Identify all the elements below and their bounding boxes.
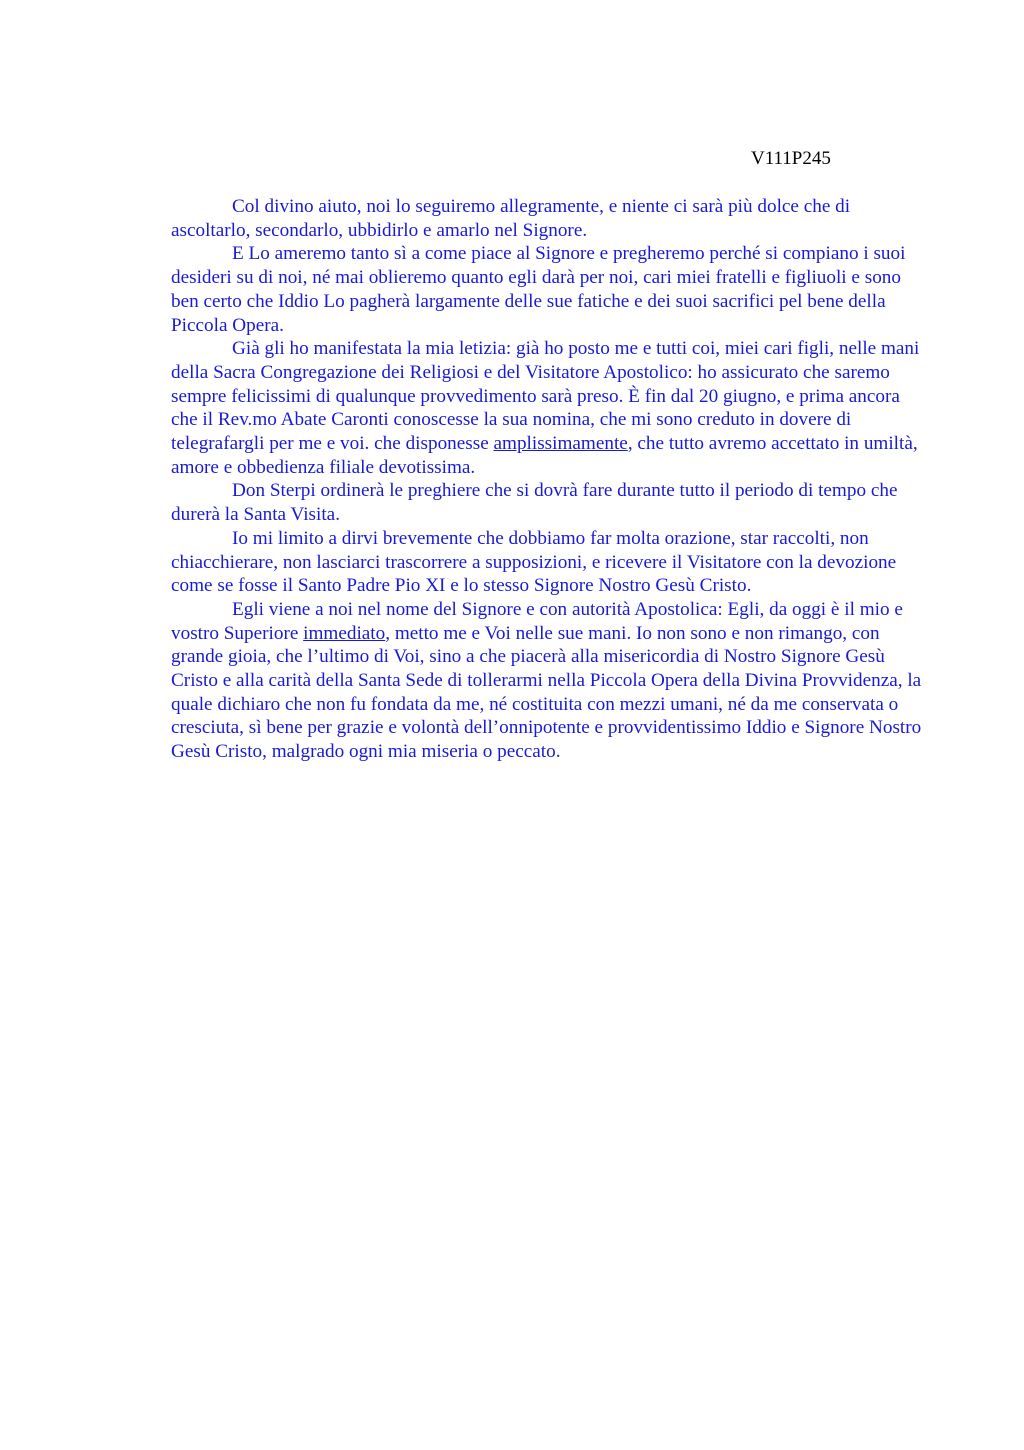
underlined-word-amplissimamente: amplissimamente bbox=[493, 433, 628, 455]
underlined-word-immediato: immediato bbox=[303, 622, 386, 644]
paragraph-4: Don Sterpi ordinerà le preghiere che si dovrà fare durante tutto il periodo di tempo che durerà la Santa Visita. bbox=[171, 480, 898, 526]
paragraph-5: Io mi limito a dirvi brevemente che dobbiamo far molta orazione, star raccolti, non chiacchierare, non lasciarci trascorrere a supposizioni, e ricevere il Visitatore con la devozione come se fosse il Santo Padre Pio XI e lo stesso Signore Nostro Gesù Cristo. bbox=[171, 527, 897, 597]
paragraph-6-text-end: , metto me e Voi nelle sue mani. Io non sono e non rimango, con grande gioia, che l’ultimo di Voi, sino a che piacerà alla misericordia di Nostro Signore Gesù Cristo e alla carità della Santa Sede di tollerarmi nella Piccola Opera della Divina Provvidenza, la quale dichiaro che non fu fondata da me, né costituita con mezzi umani, né da me conservata o cresciuta, sì bene per grazie e volontà dell’onnipotente e provvidentissimo Iddio e Signore Nostro Gesù Cristo, malgrado ogni mia miseria o peccato. bbox=[171, 622, 922, 763]
page-reference: V111P245 bbox=[751, 148, 831, 169]
paragraph-3-text: Già gli ho manifestata la mia letizia: già ho posto me e tutti coi, miei cari figli, nelle mani della Sacra Congregazione dei Religiosi e del Visitatore Apostolico: ho assicurato che saremo sempre felicissimi di qualunque provvedimento sarà preso. È fin dal 20 giugno, e prima ancora che il Rev.mo Abate Caronti conoscesse la sua nomina, che mi sono creduto in dovere di telegrafargli per me e voi. che disponesse bbox=[171, 338, 920, 455]
paragraph-1: Col divino aiuto, noi lo seguiremo allegramente, e niente ci sarà più dolce che di ascoltarlo, secondarlo, ubbidirlo e amarlo nel Signore. bbox=[171, 196, 851, 241]
paragraph-6-text: Egli viene a noi nel nome del Signore e con autorità Apostolica: Egli, da oggi è il mio e vostro Superiore bbox=[171, 598, 903, 644]
paragraph-2: E Lo ameremo tanto sì a come piace al Signore e pregheremo perché si compiano i suoi desideri su di noi, né mai oblieremo quanto egli darà per noi, cari miei fratelli e figliuoli e sono ben certo che Iddio Lo pagherà largamente delle sue fatiche e dei suoi sacrifici pel bene della Piccola Opera. bbox=[171, 243, 906, 336]
paragraph-3 bbox=[171, 337, 931, 479]
paragraph-6 bbox=[171, 598, 931, 764]
letter-body bbox=[171, 195, 931, 764]
paragraph-3-text-end: , che tutto avremo accettato in umiltà, amore e obbedienza filiale devotissima. bbox=[171, 433, 918, 478]
